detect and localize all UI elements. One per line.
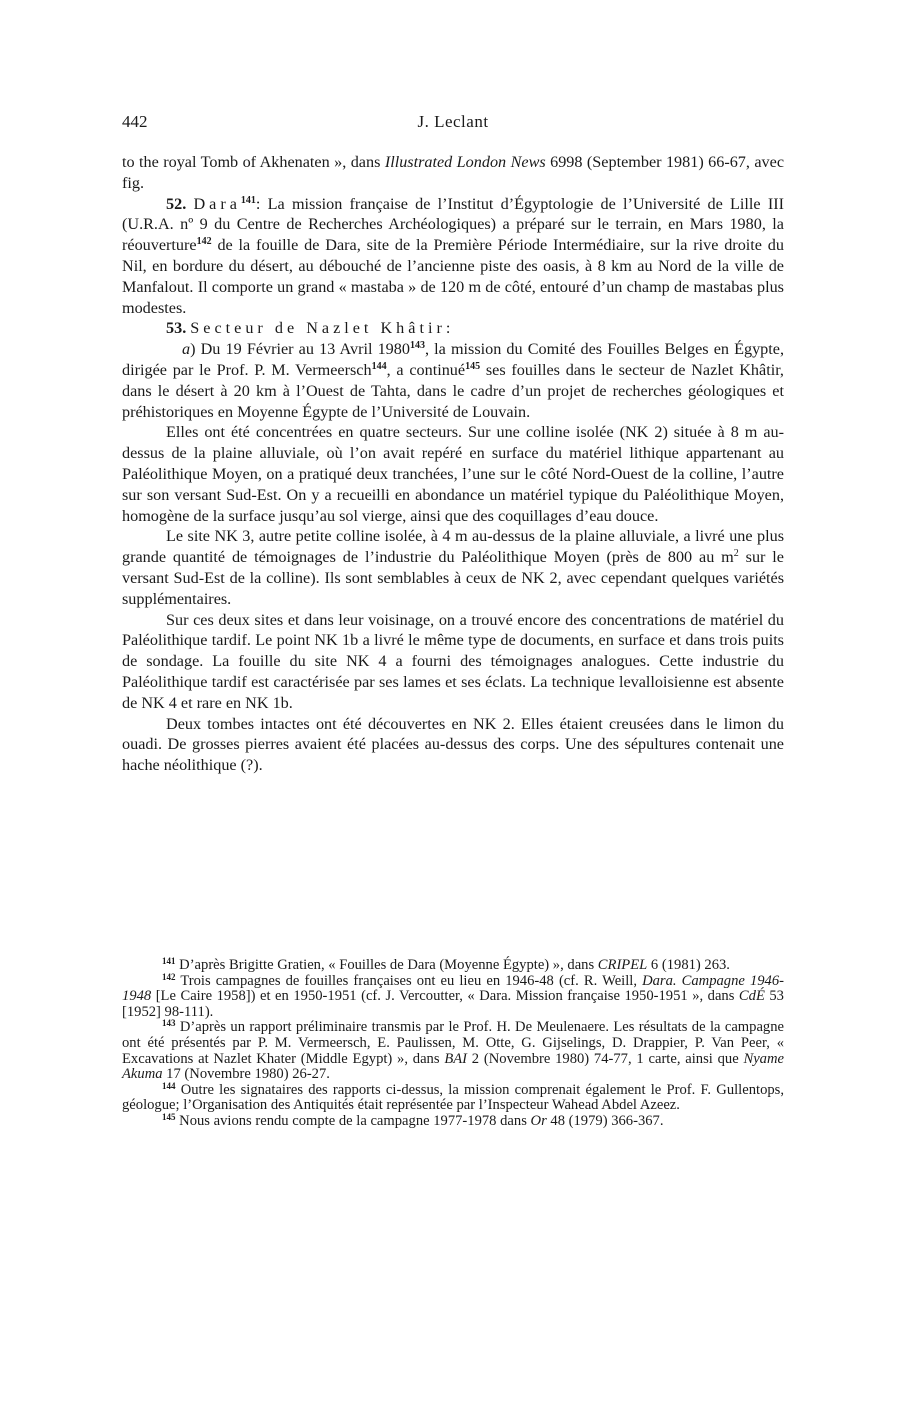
section-title: Dara — [193, 194, 241, 213]
footnote-number: 144 — [162, 1080, 176, 1091]
footnote-144: $^{144}$ Outre les signataires des rapports ci-dessus, la mission comprenait également le Prof. F. Gullentops, géologue; l’Organisation des Antiquités était représentée par l’Inspecteur Wahead Abdel Azeez. — [122, 1080, 784, 1114]
section-53-para-a: a) Du 19 Février au 13 Avril 1980$^{143}$, la mission du Comité des Fouilles Belges en Égypte, dirigée par le Prof. P. M. Vermeersch$^{144}$, a continué$^{145}$ ses fouilles dans le secteur de Nazlet Khâtir, dans le désert à 20 km à l’Ouest de Tahta, dans le cadre d’un projet de recherches géologiques et préhistoriques en Moyenne Égypte de l’Université de Louvain. — [122, 340, 784, 421]
footnote-142: $^{142}$ Trois campagnes de fouilles françaises ont eu lieu en 1946-48 (cf. R. Weill, Dara. Campagne 1946-1948 [Le Caire 1958]) et en 1950-1951 (cf. J. Vercoutter, « Dara. Mission française 1950-1951 », dans CdÉ 53 [1952] 98-111). — [122, 971, 784, 1020]
footnote-number: 145 — [162, 1111, 176, 1122]
paragraph: Sur ces deux sites et dans leur voisinage, on a trouvé encore des concentrations de matériel du Paléolithique tardif. Le point NK 1b a livré le même type de documents, en surface et dans trois puits de sondage. La fouille du site NK 4 a fourni des témoignages analogues. Cette industrie du Paléolithique tardif est caractérisée par ses lames et ses éclats. La technique levalloisienne est absente de NK 4 et rare en NK 1b. — [122, 610, 784, 712]
running-header — [122, 112, 784, 138]
item-label: a — [182, 340, 191, 359]
journal-title: Illustrated London News — [384, 153, 546, 171]
footnote-145: $^{145}$ Nous avions rendu compte de la campagne 1977-1978 dans Or 48 (1979) 366-367. — [162, 1111, 664, 1129]
main-text — [122, 152, 784, 776]
footnote-ref: 145 — [465, 360, 481, 372]
superscript: 2 — [733, 548, 739, 560]
footnote-ref: 142 — [196, 236, 212, 248]
section-title: Secteur de Nazlet Khâtir — [190, 319, 446, 338]
paragraph: Le site NK 3, autre petite colline isolée, à 4 m au-dessus de la plaine alluviale, a livré une plus grande quantité de témoignages de l’industrie du Paléolithique Moyen (près de 800 au $m^2$ sur le versant Sud-Est de la colline). Ils sont semblables à ceux de NK 2, avec cependant quelques variétés supplémentaires. — [122, 527, 784, 608]
section-number: 52. — [166, 194, 187, 213]
footnote-number: 143 — [162, 1018, 176, 1029]
paragraph: Deux tombes intactes ont été découvertes en NK 2. Elles étaient creusées dans le limon du ouadi. De grosses pierres avaient été placées au-dessus des corps. Une des sépultures contenait une hache néolithique (?). — [122, 714, 784, 775]
footnote-number: 141 — [162, 956, 176, 966]
paragraph: Elles ont été concentrées en quatre secteurs. Sur une colline isolée (NK 2) située à 8 m au-dessus de la plaine alluviale, où l’on avait repéré en surface du matériel lithique appartenant au Paléolithique Moyen, on a pratiqué deux tranchées, l’une sur le côté Nord-Ouest de la colline, l’autre sur son versant Sud-Est. On y a recueilli en abondance un matériel typique du Paléolithique Moyen, homogène de la surface jusqu’au sol vierge, ainsi que des coquillages d’eau douce. — [122, 423, 784, 525]
page-number: 442 — [122, 112, 148, 131]
footnote-ref: 143 — [409, 340, 425, 352]
footnote-141: $^{141}$ D’après Brigitte Gratien, « Fouilles de Dara (Moyenne Égypte) », dans CRIPEL 6 (1981) 263. — [162, 956, 730, 973]
section-number: 53. — [166, 319, 187, 338]
footnote-ref: 141 — [240, 194, 256, 206]
footnote-ref: 144 — [371, 360, 387, 372]
running-head-author: J. Leclant — [417, 112, 489, 131]
footnote-number: 142 — [162, 971, 176, 982]
section-52: 52. Dara$^{141}$: La mission française de l’Institut d’Égyptologie de l’Université de Lille III (U.R.A. nº 9 du Centre de Recherches Archéologiques) a préparé sur le terrain, en Mars 1980, la réouverture$^{142}$ de la fouille de Dara, site de la Première Période Intermédiaire, sur la rive droite du Nil, en bordure du désert, au débouché de l’ancienne piste des oasis, à 8 km au Nord de la ville de Manfalout. Il comporte un grand « mastaba » de 120 m de côté, entouré d’un champ de mastabas plus modestes. — [122, 194, 784, 317]
footnote-143: $^{143}$ D’après un rapport préliminaire transmis par le Prof. H. De Meulenaere. Les résultats de la campagne ont été présentés par P. M. Vermeersch, E. Paulissen, M. Otte, G. Gijselings, D. Drappier, P. Van Peer, « Excavations at Nazlet Khater (Middle Egypt) », dans BAI 2 (Novembre 1980) 74-77, 1 carte, ainsi que Nyame Akuma 17 (Novembre 1980) 26-27. — [122, 1018, 784, 1083]
paragraph-continued: to the royal Tomb of Akhenaten », dans Illustrated London News 6998 (September 1981) 66-67, avec fig. — [122, 153, 785, 192]
section-53-heading: 53. Secteur de Nazlet Khâtir: — [166, 319, 451, 338]
footnotes — [122, 958, 784, 1130]
